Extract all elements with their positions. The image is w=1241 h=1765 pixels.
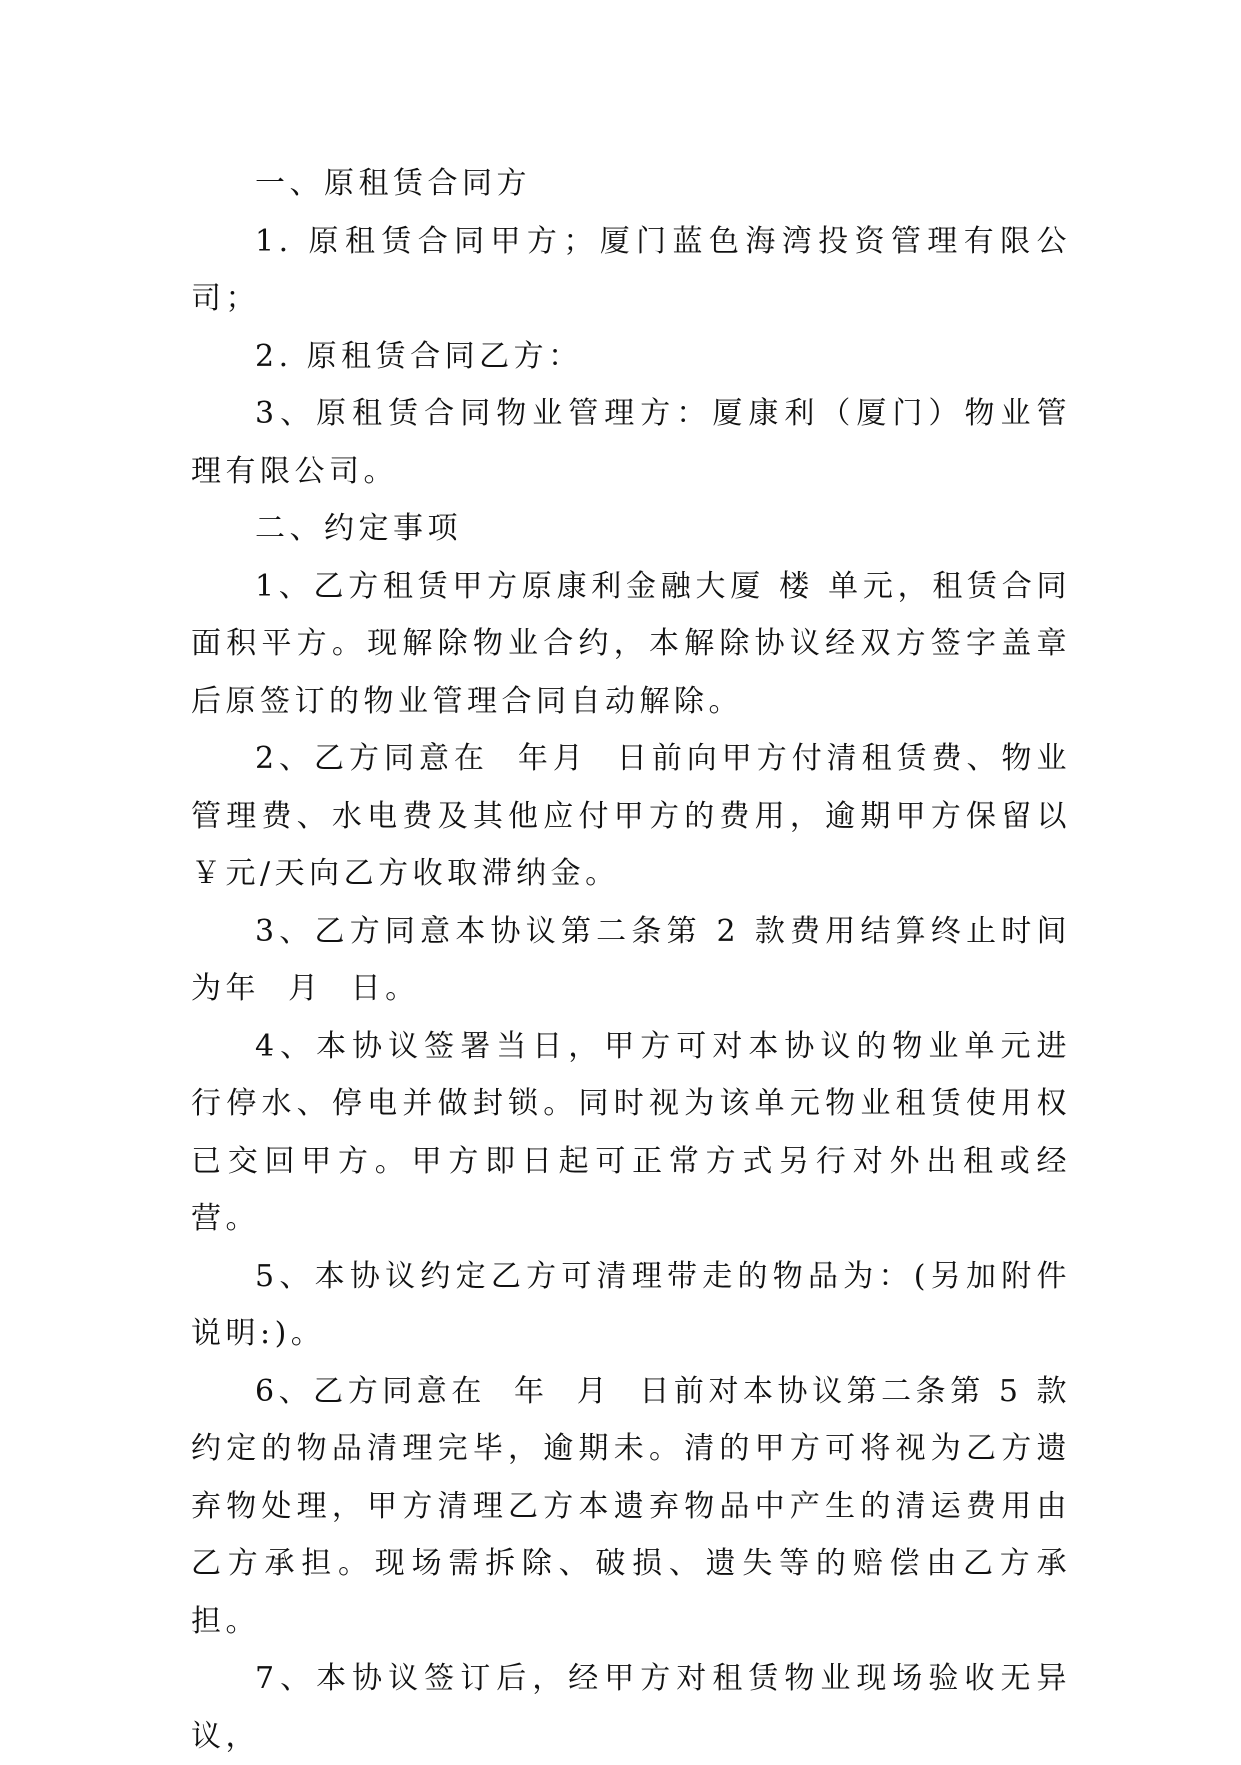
clause-2: 2、乙方同意在 年月 日前向甲方付清租赁费、物业管理费、水电费及其他应付甲方的费用，逾期甲方保留以￥元/天向乙方收取滞纳金。	[191, 741, 1071, 891]
clause-7: 7、本协议签订后，经甲方对租赁物业现场验收无异议，	[191, 1661, 1071, 1754]
section-heading-original-parties: 一、原租赁合同方	[255, 166, 531, 201]
clause-4: 4、本协议签署当日，甲方可对本协议的物业单元进行停水、停电并做封锁。同时视为该单元物业租赁使用权已交回甲方。甲方即日起可正常方式另行对外出租或经营。	[191, 1028, 1071, 1236]
clause-3: 3、乙方同意本协议第二条第 2 款费用结算终止时间为年 月 日。	[191, 913, 1071, 1006]
clause-5: 5、本协议约定乙方可清理带走的物品为：(另加附件说明:)。	[191, 1258, 1071, 1351]
paragraph-party-a: 1. 原租赁合同甲方；厦门蓝色海湾投资管理有限公司；	[191, 223, 1071, 316]
paragraph-property-manager: 3、原租赁合同物业管理方：厦康利（厦门）物业管理有限公司。	[191, 396, 1071, 489]
section-heading-agreed-matters: 二、约定事项	[255, 511, 462, 546]
clause-1: 1、乙方租赁甲方原康利金融大厦 楼 单元，租赁合同面积平方。现解除物业合约，本解除协议经双方签字盖章后原签订的物业管理合同自动解除。	[191, 568, 1071, 719]
paragraph-party-b: 2. 原租赁合同乙方：	[255, 338, 583, 374]
clause-6: 6、乙方同意在 年 月 日前对本协议第二条第 5 款约定的物品清理完毕，逾期未。清的甲方可将视为乙方遗弃物处理，甲方清理乙方本遗弃物品中产生的清运费用由乙方承担。现场需拆除、破损、遗失等的赔偿由乙方承担。	[191, 1373, 1071, 1639]
document-body	[191, 155, 1071, 1765]
